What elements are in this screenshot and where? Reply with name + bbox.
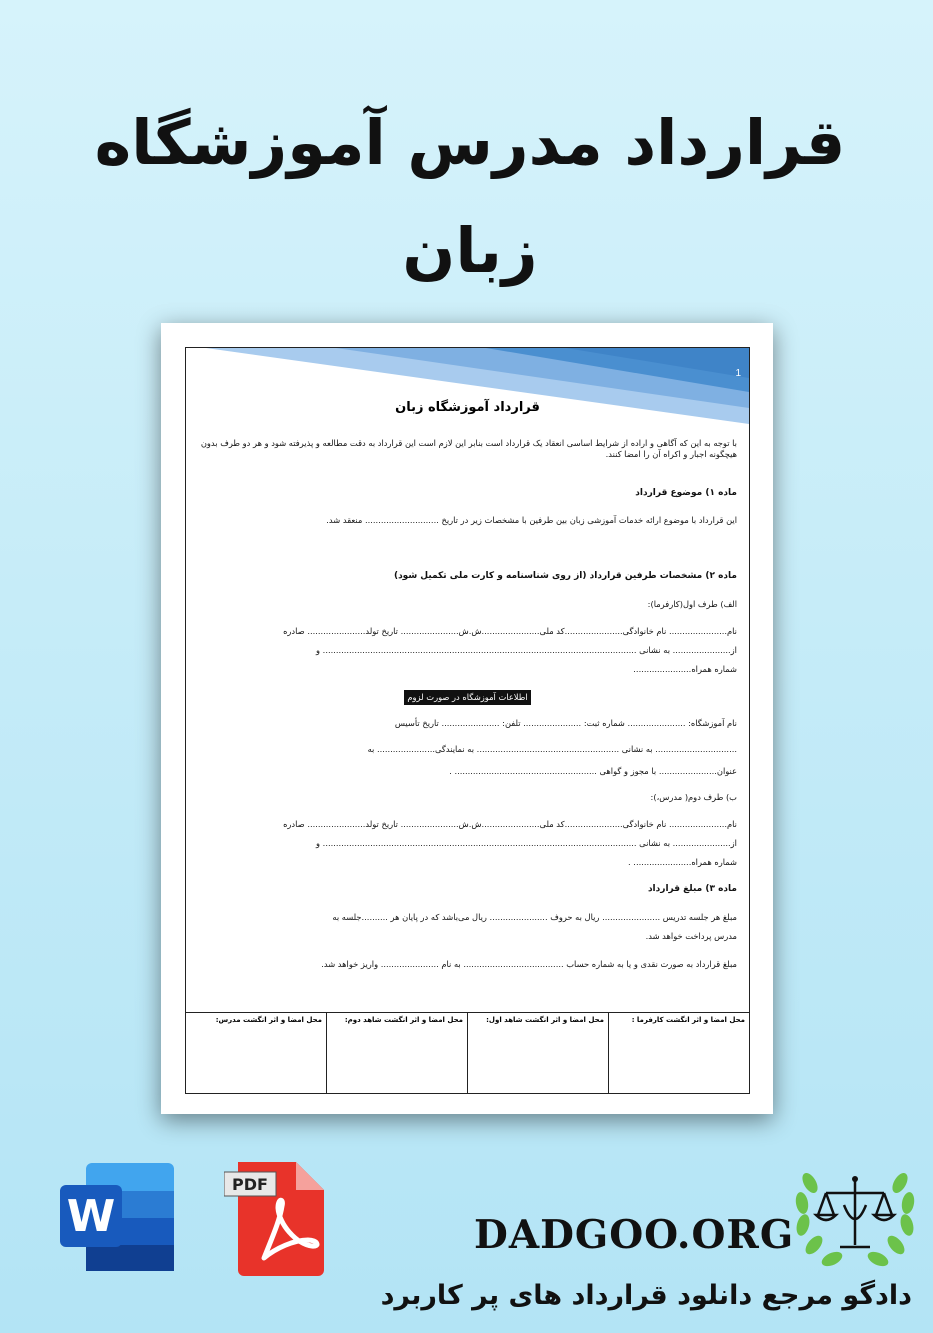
party-a-label: الف) طرف اول(کارفرما): bbox=[647, 599, 737, 609]
signature-cell-witness-1: محل امضا و اثر انگشت شاهد اول: bbox=[467, 1013, 608, 1093]
article-1-text: این قرارداد با موضوع ارائه خدمات آموزشی زبان بین طرفین با مشخصات زیر در تاریخ ............................ منعقد شد. bbox=[326, 515, 737, 525]
document-title: قرارداد آموزشگاه زبان bbox=[395, 400, 540, 415]
school-info-box bbox=[186, 690, 749, 705]
page-title-line-2: زبان bbox=[402, 214, 538, 287]
party-b-line-2: از...................... به نشانی ....................................................................................................................... و bbox=[316, 838, 737, 848]
scales-of-justice-logo-icon bbox=[790, 1153, 920, 1273]
school-line-2: ............................... به نشانی ...................................................... به نمایندگی...................... به bbox=[367, 744, 737, 754]
signature-cell-witness-2: محل امضا و اثر انگشت شاهد دوم: bbox=[326, 1013, 467, 1093]
document-preview bbox=[161, 323, 773, 1114]
word-letter: W bbox=[66, 1191, 116, 1242]
pdf-icon bbox=[224, 1158, 328, 1278]
brand-name: DADGOO.ORG bbox=[474, 1212, 795, 1258]
header-banner bbox=[186, 348, 749, 430]
page-number: 1 bbox=[735, 368, 741, 379]
party-b-line-3: شماره همراه...................... . bbox=[628, 857, 737, 867]
pdf-label: PDF bbox=[232, 1175, 268, 1194]
article-3-line-1b: مدرس پرداخت خواهد شد. bbox=[645, 931, 737, 941]
school-line-3: عنوان...................... با مجوز و گواهی ...................................................... . bbox=[449, 766, 737, 776]
page-title-line-1: قرارداد مدرس آموزشگاه bbox=[94, 106, 846, 179]
signature-cell-teacher: محل امضا و اثر انگشت مدرس: bbox=[215, 1016, 322, 1024]
tagline: دادگو مرجع دانلود قرارداد های پر کاربرد bbox=[380, 1280, 912, 1311]
party-b-line-1: نام...................... نام خانوادگی......................کد ملی......................ش.ش...................... تاریخ تولد...................... صادره bbox=[283, 819, 737, 829]
signature-cell-employer: محل امضا و اثر انگشت کارفرما : bbox=[608, 1013, 749, 1093]
party-a-line-3: شماره همراه...................... bbox=[633, 664, 737, 674]
party-b-label: ب) طرف دوم( مدرس،): bbox=[650, 792, 737, 802]
word-icon bbox=[58, 1161, 176, 1273]
article-3-heading: ماده ۳) مبلغ قرارداد bbox=[647, 884, 737, 894]
party-a-line-1: نام...................... نام خانوادگی......................کد ملی......................ش.ش...................... تاریخ تولد...................... صادره bbox=[283, 626, 737, 636]
school-line-1: نام آموزشگاه: ...................... شماره ثبت: ...................... تلفن: ...................... تاریخ تأسیس bbox=[394, 718, 737, 728]
signature-table bbox=[186, 1012, 749, 1094]
document-frame bbox=[185, 347, 750, 1094]
article-2-heading: ماده ۲) مشخصات طرفین قرارداد (از روی شناسنامه و کارت ملی تکمیل شود) bbox=[393, 571, 737, 581]
school-info-label: اطلاعات آموزشگاه در صورت لزوم bbox=[404, 690, 530, 705]
intro-paragraph: با توجه به این که آگاهی و اراده از شرایط اساسی انعقاد یک قرارداد است بنابر این لازم است این قرارداد به دقت مطالعه و پذیرفته شود و هر دو طرف بدون هیچگونه اجبار و اکراه آن را امضا کنند. bbox=[200, 438, 737, 460]
article-1-heading: ماده ۱) موضوع قرارداد bbox=[635, 488, 737, 498]
article-3-line-2: مبلغ قرارداد به صورت نقدی و یا به شماره حساب ...................................... به نام ...................... واریز خواهد شد. bbox=[321, 959, 737, 969]
article-3-line-1: مبلغ هر جلسه تدریس ...................... ریال به حروف ...................... ریال می‌باشد که در پایان هر ..........جلسه به bbox=[332, 912, 737, 922]
party-a-line-2: از...................... به نشانی ....................................................................................................................... و bbox=[316, 645, 737, 655]
